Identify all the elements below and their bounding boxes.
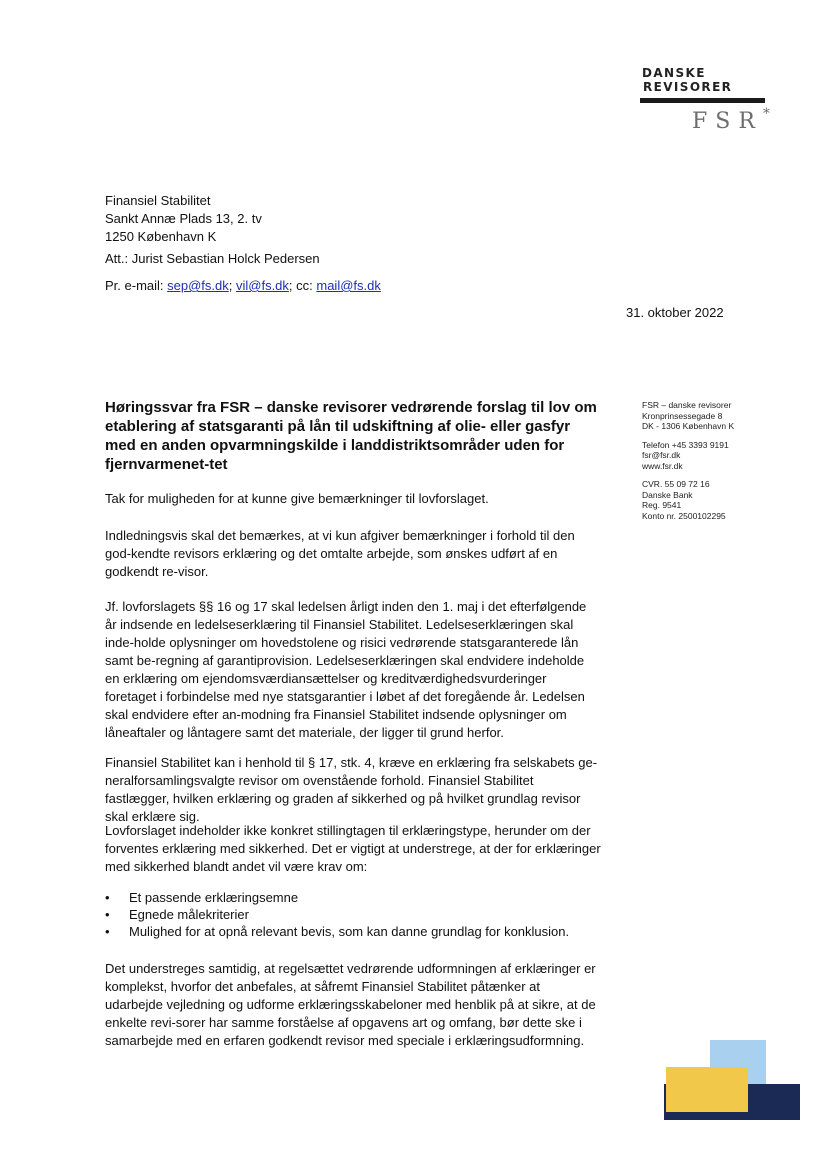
sender-phone: Telefon +45 3393 9191 bbox=[642, 439, 729, 450]
email-link-vil[interactable]: vil@fs.dk bbox=[235, 278, 289, 293]
fsr-logo bbox=[640, 66, 768, 133]
sender-bank: Danske Bank bbox=[642, 489, 693, 500]
paragraph-5: Lovforslaget indeholder ikke konkret stillingtagen til erklæringstype, herunder om der forventes erklæring med sikkerhed. Det er vigtigt at understrege, at der for erklæringer med sikkerhed blandt andet vil være krav om: bbox=[105, 823, 601, 874]
letter-date: 31. oktober 2022 bbox=[626, 305, 724, 320]
requirements-list bbox=[105, 889, 569, 940]
paragraph-1: Tak for muligheden for at kunne give bemærkninger til lovforslaget. bbox=[105, 491, 489, 506]
sender-email: fsr@fsr.dk bbox=[642, 450, 681, 460]
email-link-mail[interactable]: mail@fs.dk bbox=[316, 278, 381, 293]
paragraph-4: Finansiel Stabilitet kan i henhold til § 17, stk. 4, kræve en erklæring fra selskabets ge-neralforsamlingsvalgte revisor om ovenstående forhold. Finansiel Stabilitet fastlægger, hvilken erklæring og graden af sikkerhed og på hvilket grundlag revisor skal erklære sig. bbox=[105, 755, 598, 824]
sender-city: DK - 1306 København K bbox=[642, 421, 735, 431]
list-item: • Egnede målekriterier bbox=[105, 906, 569, 923]
logo-mark-asterisk: * bbox=[762, 106, 770, 122]
email-line bbox=[105, 278, 381, 293]
recipient-line-2: Sankt Annæ Plads 13, 2. tv bbox=[105, 211, 262, 226]
sender-street: Kronprinsessegade 8 bbox=[642, 410, 723, 421]
logo-text-revisorer: REVISORER bbox=[643, 80, 733, 94]
logo-mark bbox=[692, 103, 768, 133]
sender-info-sidebar bbox=[642, 400, 734, 529]
sender-konto: Konto nr. 2500102295 bbox=[642, 510, 726, 521]
email-separator-1: ; bbox=[228, 278, 236, 293]
sender-cvr: CVR. 55 09 72 16 bbox=[642, 479, 710, 489]
paragraph-6: Det understreges samtidig, at regelsættet vedrørende udformningen af erklæringer er komplekst, hvorfor det anbefales, at såfremt Finansiel Stabilitet påtænker at udarbejde vejledning og udforme erklæringsskabeloner med henblik på at sikre, at de enkelte revi-sorer har samme forståelse af opgavens art og omfang, bør dette ske i samarbejde med en erfaren godkendt revisor med speciale i erklæringsudformning. bbox=[105, 961, 596, 1048]
paragraph-2: Indledningsvis skal det bemærkes, at vi kun afgiver bemærkninger i forhold til den god-kendte revisors erklæring og det omtalte arbejde, som ønskes udført af en godkendt re-visor. bbox=[105, 528, 575, 579]
sender-reg: Reg. 9541 bbox=[642, 500, 682, 510]
decor-yellow-block bbox=[666, 1067, 748, 1112]
recipient-line-3: 1250 København K bbox=[105, 229, 217, 244]
email-prefix: Pr. e-mail: bbox=[105, 278, 168, 293]
list-item: • Et passende erklæringsemne bbox=[105, 889, 569, 906]
logo-text-danske: DANSKE bbox=[642, 66, 706, 80]
email-link-sep[interactable]: sep@fs.dk bbox=[167, 278, 229, 293]
paragraph-3: Jf. lovforslagets §§ 16 og 17 skal ledelsen årligt inden den 1. maj i det efterfølgende år indsende en ledelseserklæring til Finansiel Stabilitet. Ledelseserklæringen skal inde-holde oplysninger om hovedstolene og risici vedrørende statsgaranterede lån samt be-regning af garantiprovision. Ledelseserklæringen skal endvidere indeholde en erklæring om ejendomsværdiansættelser og kreditværdighedsvurderinger foretaget i forbindelse med nye statsgarantier i løbet af det foregående år. Ledelsen skal endvidere efter an-modning fra Finansiel Stabilitet indsende oplysninger om låneaftaler og låntagere samt det materiale, der ligger til grund herfor. bbox=[105, 599, 587, 740]
recipient-line-1: Finansiel Stabilitet bbox=[105, 193, 211, 208]
logo-mark-text: FSR bbox=[692, 109, 763, 134]
recipient-address bbox=[105, 192, 320, 268]
sender-web: www.fsr.dk bbox=[642, 460, 683, 471]
letter-title: Høringssvar fra FSR – danske revisorer vedrørende forslag til lov om etablering af statsgaranti på lån til udskiftning af olie- eller gasfyr med en anden opvarmningskilde i landdistriktsområder uden for fjernvarmenet-tet bbox=[105, 399, 597, 473]
email-separator-cc: ; cc: bbox=[288, 278, 317, 293]
list-item: • Mulighed for at opnå relevant bevis, som kan danne grundlag for konklusion. bbox=[105, 923, 569, 940]
sender-org: FSR – danske revisorer bbox=[642, 400, 732, 410]
recipient-att: Att.: Jurist Sebastian Holck Pedersen bbox=[105, 251, 320, 266]
